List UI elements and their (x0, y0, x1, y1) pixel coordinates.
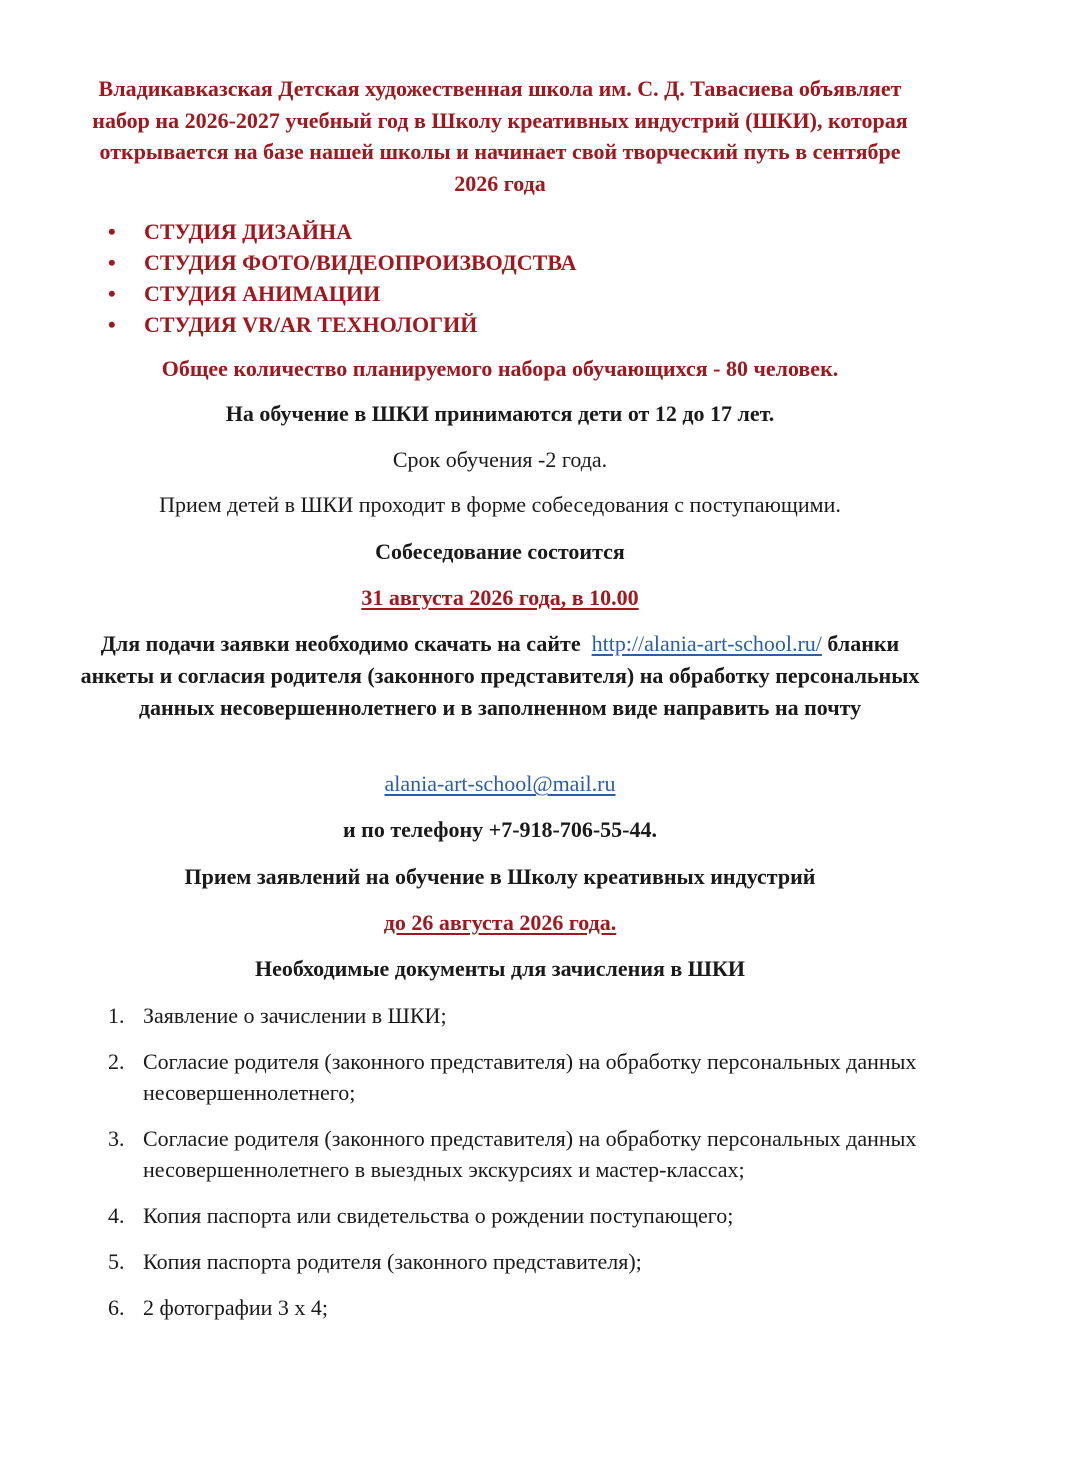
document-item (108, 1000, 928, 1031)
studio-item (108, 309, 577, 340)
document-number: 6. (108, 1295, 125, 1320)
studio-label: СТУДИЯ VR/AR ТЕХНОЛОГИЙ (144, 312, 478, 337)
document-item (108, 1123, 928, 1185)
apply-text-before-link: Для подачи заявки необходимо скачать на сайте (100, 631, 581, 656)
document-text: Копия паспорта или свидетельства о рождении поступающего; (143, 1203, 734, 1228)
document-number: 4. (108, 1203, 125, 1228)
studio-label: СТУДИЯ ДИЗАЙНА (144, 219, 352, 244)
site-link[interactable]: http://alania-art-school.ru/ (591, 631, 822, 656)
document-item (108, 1292, 928, 1323)
applications-deadline (0, 909, 1000, 937)
document-text: 2 фотографии 3 х 4; (143, 1295, 328, 1320)
study-duration: Срок обучения -2 года. (392, 447, 608, 472)
document-number: 1. (108, 1003, 125, 1028)
interview-date-text: 31 августа 2026 года, в 10.00 (361, 585, 639, 610)
applications-deadline-text: до 26 августа 2026 года. (383, 910, 617, 935)
email-line (0, 770, 1000, 798)
email-link[interactable]: alania-art-school@mail.ru (384, 771, 616, 796)
documents-heading: Необходимые документы для зачисления в ШКИ (254, 956, 746, 981)
apply-text-after-link: бланки анкеты и согласия родителя (законного представителя) на обработку персональных данных несовершеннолетнего и в заполненном виде направить на почту (80, 631, 920, 720)
document-item (108, 1246, 928, 1277)
interview-date (0, 584, 1000, 612)
intro-paragraph: Владикавказская Детская художественная школа им. С. Д. Тавасиева объявляет набор на 2026-2027 учебный год в Школу креативных индустрий (ШКИ), которая открывается на базе нашей школы и начинает свой творческий путь в сентябре 2026 года (92, 76, 908, 196)
bullet-icon: • (108, 219, 116, 244)
studio-label: СТУДИЯ ФОТО/ВИДЕОПРОИЗВОДСТВА (144, 250, 577, 275)
applications-heading: Прием заявлений на обучение в Школу креативных индустрий (184, 864, 816, 889)
studio-item (108, 278, 577, 309)
document-item (108, 1046, 928, 1108)
document-number: 3. (108, 1126, 125, 1151)
studio-item (108, 216, 577, 247)
document-number: 2. (108, 1049, 125, 1074)
document-number: 5. (108, 1249, 125, 1274)
studio-label: СТУДИЯ АНИМАЦИИ (144, 281, 381, 306)
age-requirement: На обучение в ШКИ принимаются дети от 12 до 17 лет. (225, 401, 775, 426)
studio-item (108, 247, 577, 278)
application-instructions (70, 628, 930, 724)
phone-line: и по телефону +7-918-706-55-44. (342, 817, 658, 842)
bullet-icon: • (108, 250, 116, 275)
document-text: Копия паспорта родителя (законного представителя); (143, 1249, 642, 1274)
bullet-icon: • (108, 281, 116, 306)
studios-list (108, 216, 577, 340)
document-item (108, 1200, 928, 1231)
document-text: Заявление о зачислении в ШКИ; (143, 1003, 447, 1028)
bullet-icon: • (108, 312, 116, 337)
total-enrollment: Общее количество планируемого набора обучающихся - 80 человек. (161, 356, 839, 381)
admission-form: Прием детей в ШКИ проходит в форме собеседования с поступающими. (159, 492, 841, 517)
interview-heading: Собеседование состоится (375, 539, 625, 564)
document-text: Согласие родителя (законного представителя) на обработку персональных данных несовершеннолетнего в выездных экскурсиях и мастер-классах; (143, 1126, 917, 1182)
documents-list (108, 1000, 928, 1338)
document-text: Согласие родителя (законного представителя) на обработку персональных данных несовершеннолетнего; (143, 1049, 917, 1105)
